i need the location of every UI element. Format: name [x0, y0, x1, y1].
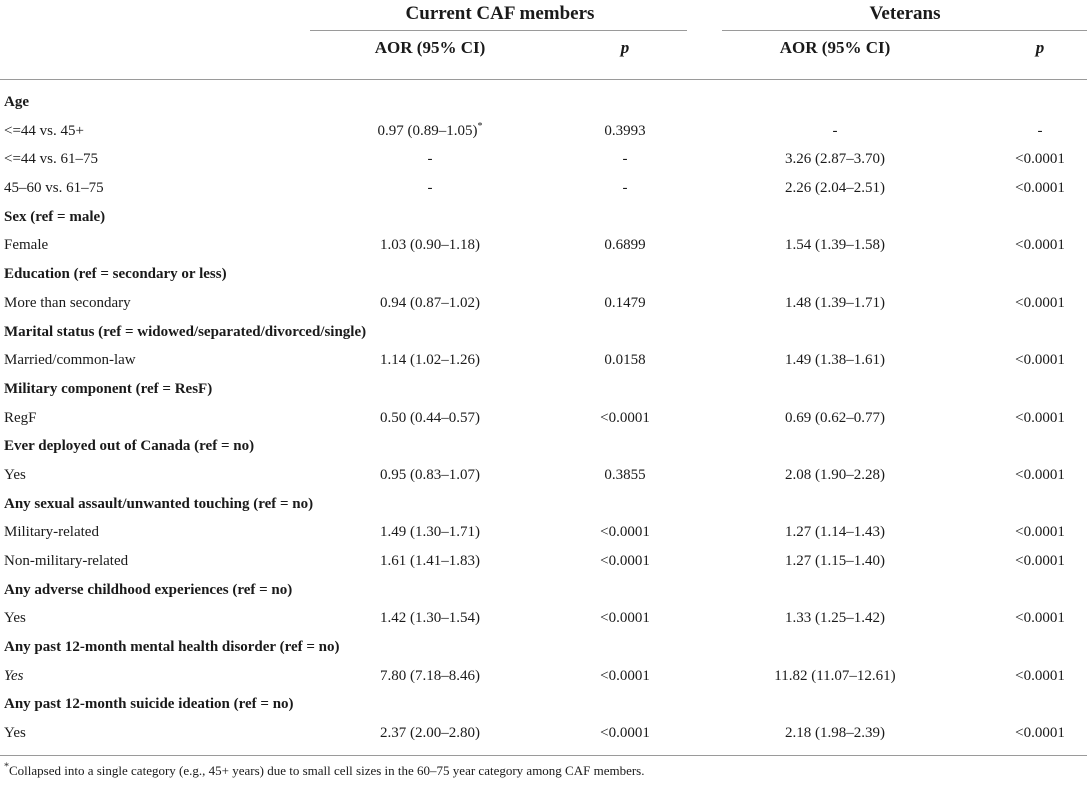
cell-aor-caf-value: 1.49 (1.30–1.71) [380, 524, 480, 541]
cell-p-caf: - [622, 151, 628, 168]
cell-p-caf: 0.3993 [604, 122, 646, 139]
cell-aor-caf-value: 1.61 (1.41–1.83) [380, 553, 480, 569]
section-label: Any sexual assault/unwanted touching (ref = no) [4, 495, 314, 512]
col-header-p-caf: p [620, 38, 630, 57]
cell-p-caf: <0.0001 [600, 725, 650, 742]
cell-p-caf: 0.1479 [604, 294, 646, 311]
cell-p-veterans: <0.0001 [1015, 151, 1065, 168]
col-header-aor-caf: AOR (95% CI) [374, 38, 486, 57]
cell-p-veterans: <0.0001 [1015, 610, 1065, 627]
cell-aor-caf [310, 404, 550, 433]
cell-p-caf: <0.0001 [600, 553, 650, 569]
cell-p-veterans: - [1037, 122, 1043, 139]
table-section-header [0, 690, 1091, 719]
row-label: <=44 vs. 61–75 [4, 151, 99, 168]
cell-aor-caf [310, 117, 550, 146]
row-label: Non-military-related [4, 553, 129, 569]
footnote-ref-mark: * [477, 120, 483, 132]
cell-aor-caf-value: 0.50 (0.44–0.57) [380, 409, 480, 426]
row-label: Military-related [4, 524, 99, 541]
table-row [0, 604, 1091, 633]
cell-aor-caf [310, 346, 550, 375]
cell-aor-veterans: 2.08 (1.90–2.28) [785, 466, 885, 483]
col-header-aor-veterans: AOR (95% CI) [779, 38, 891, 57]
row-label: RegF [4, 409, 37, 426]
cell-aor-caf [310, 604, 550, 633]
cell-aor-caf-value: 1.42 (1.30–1.54) [380, 610, 480, 627]
section-label: Ever deployed out of Canada (ref = no) [4, 438, 255, 455]
cell-p-veterans: <0.0001 [1015, 725, 1065, 742]
table-row [0, 174, 1091, 203]
cell-aor-caf-value: 1.03 (0.90–1.18) [380, 237, 480, 254]
cell-p-veterans: <0.0001 [1015, 466, 1065, 483]
cell-p-veterans: <0.0001 [1015, 180, 1065, 197]
cell-aor-caf-value: - [427, 180, 433, 197]
cell-aor-veterans: 1.48 (1.39–1.71) [785, 294, 885, 311]
cell-p-caf: - [622, 180, 628, 197]
section-label: Age [4, 94, 29, 110]
table-row [0, 719, 1091, 748]
group-header-veterans: Veterans [869, 3, 941, 24]
row-label: 45–60 vs. 61–75 [4, 180, 104, 197]
bottom-rule [0, 755, 1087, 756]
cell-aor-veterans: 1.27 (1.15–1.40) [785, 553, 885, 569]
cell-aor-veterans: 3.26 (2.87–3.70) [785, 151, 885, 168]
cell-aor-veterans: 11.82 (11.07–12.61) [774, 667, 896, 684]
cell-aor-caf [310, 518, 550, 547]
cell-aor-caf-value: 0.95 (0.83–1.07) [380, 466, 480, 483]
row-label: Yes [4, 466, 26, 483]
cell-p-caf: 0.6899 [604, 237, 646, 254]
cell-aor-caf-value: 7.80 (7.18–8.46) [380, 667, 480, 684]
table-row [0, 231, 1091, 260]
footnote-text: Collapsed into a single category (e.g., 45+ years) due to small cell sizes in the 60–75 year category among CAF members. [9, 763, 645, 778]
table-body [0, 88, 1091, 748]
table-section-header [0, 318, 1091, 347]
table-row [0, 117, 1091, 146]
table-section-header [0, 375, 1091, 404]
row-label: Yes [4, 610, 26, 627]
table-row [0, 404, 1091, 433]
cell-aor-veterans: 2.26 (2.04–2.51) [785, 180, 885, 197]
cell-aor-caf [310, 231, 550, 260]
section-label: Any adverse childhood experiences (ref = no) [4, 581, 293, 598]
cell-p-veterans: <0.0001 [1015, 352, 1065, 369]
cell-aor-veterans: 2.18 (1.98–2.39) [785, 725, 885, 742]
table-row [0, 461, 1091, 490]
cell-p-caf: <0.0001 [600, 409, 650, 426]
table-row [0, 346, 1091, 375]
section-label: Education (ref = secondary or less) [4, 266, 227, 283]
cell-aor-caf [310, 547, 550, 576]
cell-p-caf: 0.0158 [604, 352, 646, 369]
cell-aor-caf [310, 719, 550, 748]
cell-aor-caf [310, 174, 550, 203]
table-section-header [0, 633, 1091, 662]
row-label: Yes [4, 667, 24, 684]
table-row [0, 145, 1091, 174]
row-label: More than secondary [4, 294, 131, 311]
table-row [0, 289, 1091, 318]
footnote [4, 763, 645, 779]
section-label: Marital status (ref = widowed/separated/divorced/single) [4, 323, 367, 340]
row-label: Yes [4, 725, 26, 742]
cell-p-veterans: <0.0001 [1015, 409, 1065, 426]
cell-p-veterans: <0.0001 [1015, 294, 1065, 311]
group-rule-current-caf [310, 30, 687, 31]
cell-p-veterans: <0.0001 [1015, 237, 1065, 254]
cell-p-veterans: <0.0001 [1015, 553, 1065, 569]
cell-aor-caf [310, 145, 550, 174]
cell-aor-caf-value: - [427, 151, 433, 168]
cell-p-caf: <0.0001 [600, 667, 650, 684]
table-row [0, 547, 1091, 576]
col-header-p-veterans: p [1035, 38, 1045, 57]
table-row [0, 518, 1091, 547]
cell-p-caf: 0.3855 [604, 466, 646, 483]
cell-aor-caf [310, 662, 550, 691]
group-header-current-caf: Current CAF members [405, 3, 595, 24]
cell-aor-veterans: 1.49 (1.38–1.61) [785, 352, 885, 369]
cell-aor-veterans: - [832, 122, 838, 139]
cell-aor-caf-value: 2.37 (2.00–2.80) [380, 725, 480, 742]
cell-p-veterans: <0.0001 [1015, 667, 1065, 684]
table-section-header [0, 576, 1091, 605]
section-label: Sex (ref = male) [4, 208, 106, 225]
cell-p-caf: <0.0001 [600, 610, 650, 627]
cell-aor-caf-value: 0.97 (0.89–1.05) [377, 122, 478, 139]
table-section-header [0, 490, 1091, 519]
cell-aor-veterans: 1.33 (1.25–1.42) [785, 610, 885, 627]
table-section-header [0, 203, 1091, 232]
table-section-header [0, 88, 1091, 117]
cell-aor-caf [310, 461, 550, 490]
group-rule-veterans [722, 30, 1087, 31]
cell-aor-veterans: 1.54 (1.39–1.58) [785, 237, 885, 254]
section-label: Military component (ref = ResF) [4, 380, 213, 397]
cell-aor-veterans: 1.27 (1.14–1.43) [785, 524, 885, 541]
cell-aor-caf [310, 289, 550, 318]
footnote-mark: * [4, 761, 9, 773]
section-label: Any past 12-month mental health disorder (ref = no) [4, 639, 340, 656]
cell-p-caf: <0.0001 [600, 524, 650, 541]
row-label: Married/common-law [4, 352, 136, 369]
cell-aor-caf-value: 1.14 (1.02–1.26) [380, 352, 480, 369]
row-label: Female [4, 237, 49, 254]
cell-aor-veterans: 0.69 (0.62–0.77) [785, 409, 885, 426]
header-rule [0, 79, 1087, 80]
section-label: Any past 12-month suicide ideation (ref = no) [4, 696, 294, 713]
table-section-header [0, 432, 1091, 461]
table-section-header [0, 260, 1091, 289]
cell-p-veterans: <0.0001 [1015, 524, 1065, 541]
table-row [0, 662, 1091, 691]
cell-aor-caf-value: 0.94 (0.87–1.02) [380, 294, 480, 311]
row-label: <=44 vs. 45+ [4, 122, 84, 139]
